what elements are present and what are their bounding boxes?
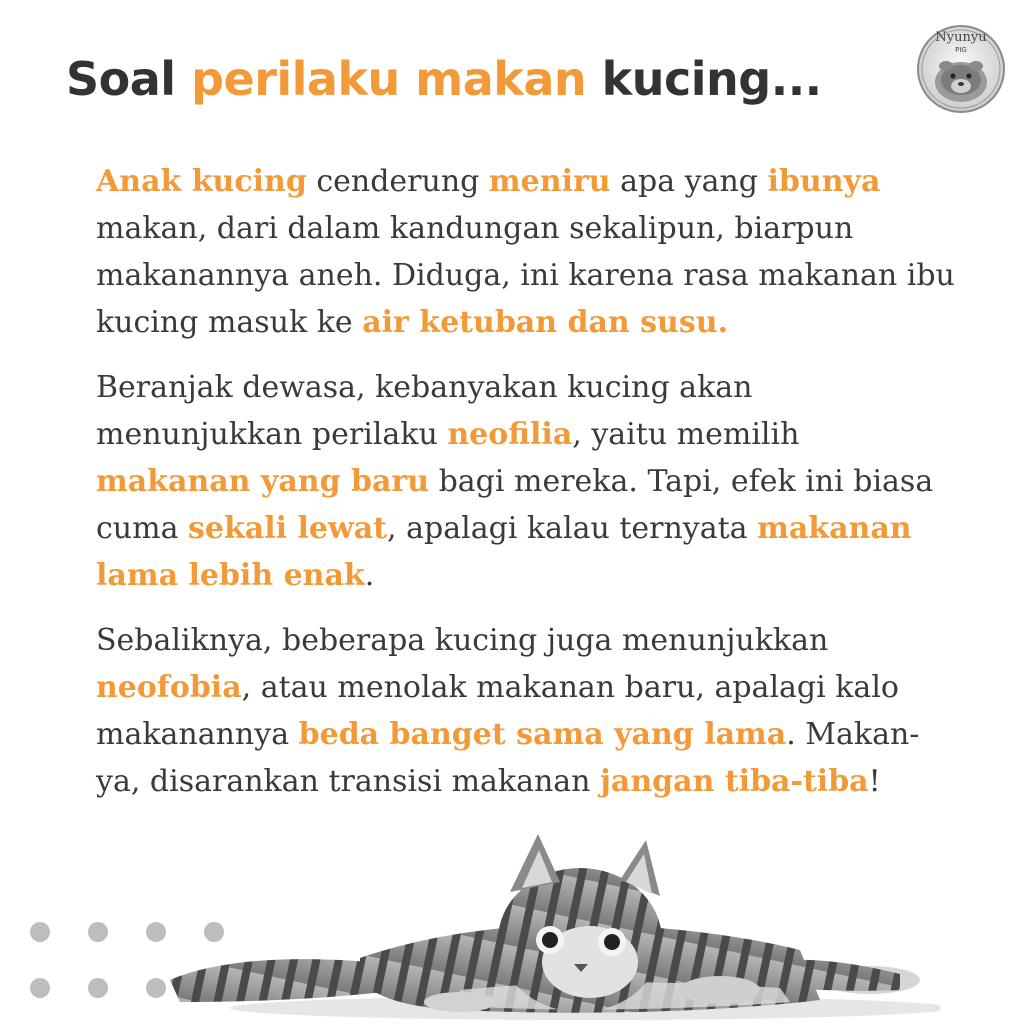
- highlight-text: makanan lama lebih enak: [96, 511, 912, 593]
- highlight-text: air ketuban dan susu.: [362, 305, 729, 340]
- page-title: [66, 52, 822, 106]
- body-text-segment: cenderung: [306, 164, 489, 199]
- highlight-text: sekali lewat: [188, 511, 388, 546]
- logo-name: Nyunyu: [935, 30, 987, 45]
- title-highlight: perilaku makan: [191, 52, 587, 106]
- logo-sub: PIG: [955, 46, 967, 54]
- body-text-segment: .: [364, 558, 375, 593]
- paragraph-1: [96, 158, 956, 346]
- highlight-text: neofobia: [96, 670, 242, 705]
- body-text-segment: bagi mereka. Tapi, efek ini biasa cuma: [96, 464, 934, 546]
- highlight-text: beda banget sama yang lama: [298, 717, 787, 752]
- lying-kitten-illustration: [160, 830, 940, 1024]
- decor-dot: [30, 922, 50, 942]
- body-text-segment: apa yang: [610, 164, 768, 199]
- decor-dot: [88, 922, 108, 942]
- highlight-text: Anak kucing: [96, 164, 307, 199]
- title-part-2: kucing...: [586, 52, 822, 106]
- highlight-text: makanan yang baru: [96, 464, 430, 499]
- brand-logo: [916, 24, 1006, 114]
- body-text-segment: , yaitu memilih: [572, 417, 800, 452]
- highlight-text: ibunya: [767, 164, 881, 199]
- body-text-segment: makan, dari dalam kandungan sekalipun, biarpun makanannya aneh. Diduga, ini karena rasa makanan ibu kucing masuk ke: [96, 211, 955, 340]
- body-text-segment: . Makan-ya, disarankan transisi makanan: [96, 717, 920, 799]
- paragraph-2: [96, 364, 956, 599]
- body-text-segment: Sebaliknya, beberapa kucing juga menunjukkan: [96, 623, 829, 658]
- highlight-text: jangan tiba-tiba: [600, 764, 869, 799]
- body-text-segment: Beranjak dewasa, kebanyakan kucing akan menunjukkan perilaku: [96, 370, 753, 452]
- body-text-segment: , apalagi kalau ternyata: [387, 511, 758, 546]
- article-body: [96, 158, 956, 823]
- highlight-text: meniru: [488, 164, 611, 199]
- paragraph-3: [96, 617, 956, 805]
- body-text-segment: , atau menolak makanan baru, apalagi kalo makanannya: [96, 670, 899, 752]
- decor-dot: [88, 978, 108, 998]
- highlight-text: neofilia: [447, 417, 573, 452]
- decor-dot: [30, 978, 50, 998]
- body-text-segment: !: [868, 764, 881, 799]
- title-part-1: Soal: [66, 52, 192, 106]
